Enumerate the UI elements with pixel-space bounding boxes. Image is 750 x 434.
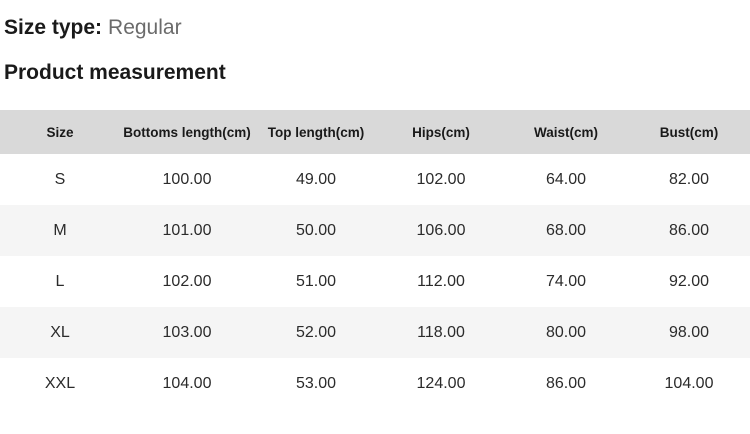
cell-bottoms-length: 101.00 [120, 205, 254, 256]
table-body [0, 154, 750, 409]
cell-size: L [0, 256, 120, 307]
cell-bottoms-length: 103.00 [120, 307, 254, 358]
cell-size: S [0, 154, 120, 205]
table-header [0, 110, 750, 154]
column-header-top-length: Top length(cm) [254, 110, 378, 154]
cell-waist: 80.00 [504, 307, 628, 358]
table-row [0, 358, 750, 409]
table-row [0, 256, 750, 307]
cell-top-length: 49.00 [254, 154, 378, 205]
cell-hips: 106.00 [378, 205, 504, 256]
column-header-waist: Waist(cm) [504, 110, 628, 154]
cell-bust: 86.00 [628, 205, 750, 256]
cell-bottoms-length: 102.00 [120, 256, 254, 307]
table-row [0, 205, 750, 256]
cell-size: M [0, 205, 120, 256]
size-type-row [0, 0, 750, 42]
cell-size: XL [0, 307, 120, 358]
cell-bottoms-length: 104.00 [120, 358, 254, 409]
cell-top-length: 51.00 [254, 256, 378, 307]
cell-bust: 82.00 [628, 154, 750, 205]
cell-hips: 102.00 [378, 154, 504, 205]
cell-waist: 68.00 [504, 205, 628, 256]
cell-bust: 98.00 [628, 307, 750, 358]
cell-hips: 118.00 [378, 307, 504, 358]
cell-waist: 74.00 [504, 256, 628, 307]
column-header-size: Size [0, 110, 120, 154]
cell-size: XXL [0, 358, 120, 409]
cell-bust: 104.00 [628, 358, 750, 409]
measurement-table [0, 110, 750, 409]
cell-hips: 124.00 [378, 358, 504, 409]
cell-waist: 64.00 [504, 154, 628, 205]
column-header-bottoms-length: Bottoms length(cm) [120, 110, 254, 154]
page-title: Product measurement [4, 61, 226, 84]
table-row [0, 307, 750, 358]
size-type-label: Size type: [4, 16, 103, 39]
table-row [0, 154, 750, 205]
cell-waist: 86.00 [504, 358, 628, 409]
table-header-row [0, 110, 750, 154]
cell-bust: 92.00 [628, 256, 750, 307]
cell-top-length: 53.00 [254, 358, 378, 409]
cell-bottoms-length: 100.00 [120, 154, 254, 205]
column-header-hips: Hips(cm) [378, 110, 504, 154]
column-header-bust: Bust(cm) [628, 110, 750, 154]
cell-hips: 112.00 [378, 256, 504, 307]
size-type-value: Regular [108, 16, 182, 39]
cell-top-length: 52.00 [254, 307, 378, 358]
cell-top-length: 50.00 [254, 205, 378, 256]
